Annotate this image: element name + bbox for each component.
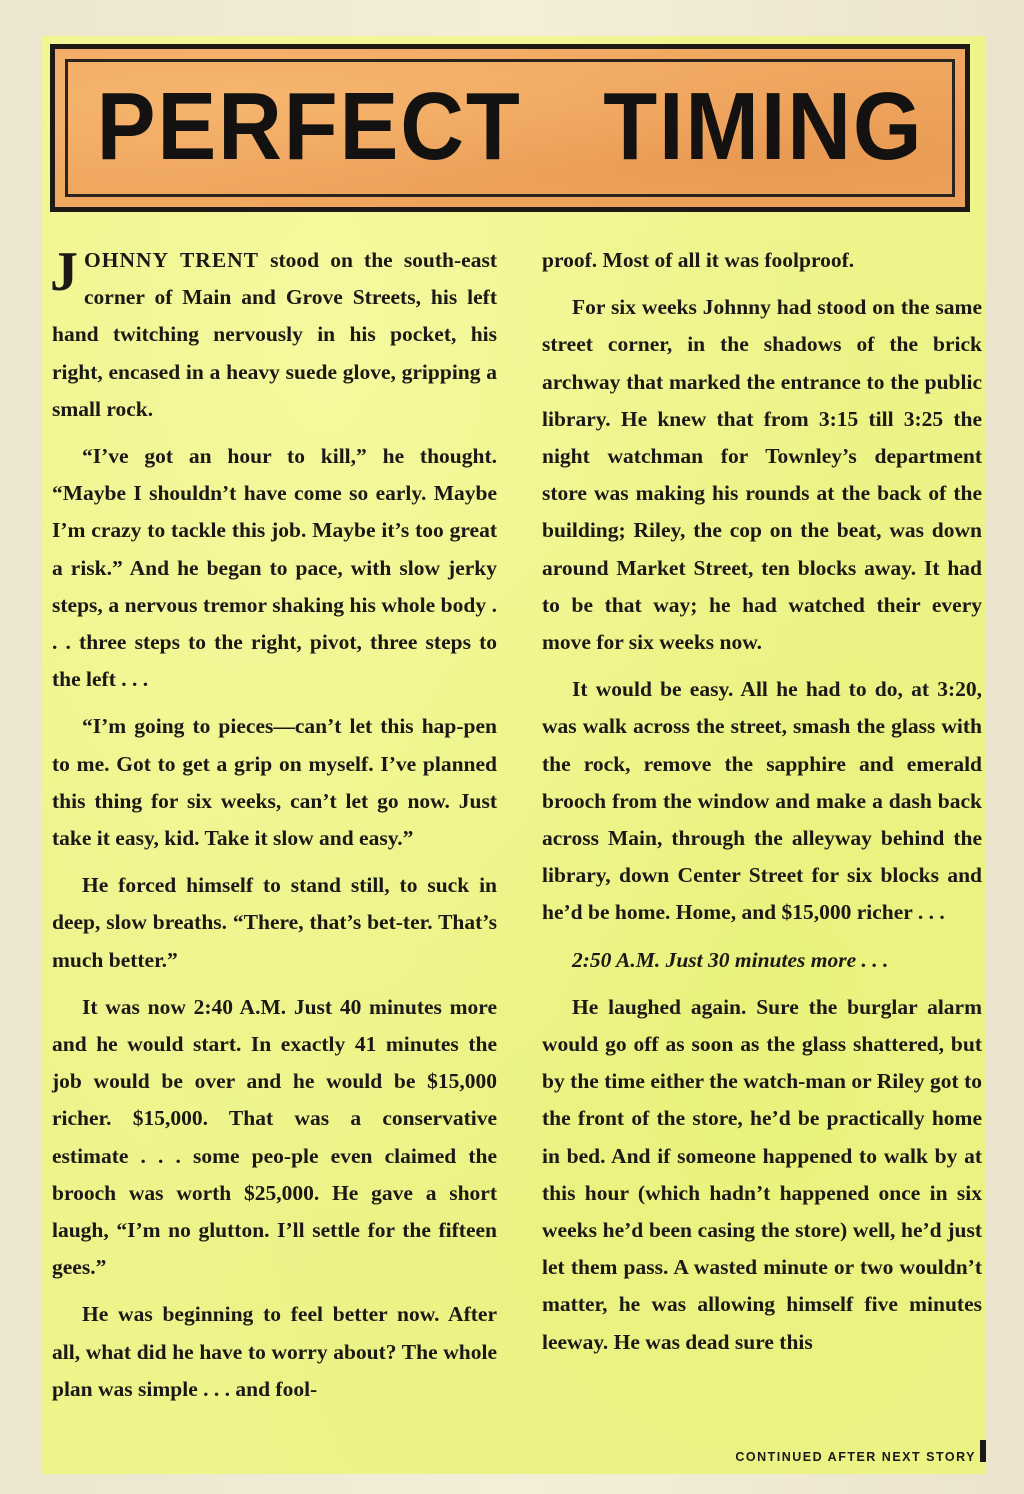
paragraph: “I’ve got an hour to kill,” he thought. “Maybe I shouldn’t have come so early. Maybe I’m crazy to tackle this job. Maybe it’s too great a risk.” And he began to pace, with slow jerky steps, a nervous tremor shaking his whole body . . . three steps to the right, pivot, three steps to the left . . . bbox=[52, 444, 497, 692]
paragraph: He was beginning to feel better now. After all, what did he have to worry about? The whole plan was simple . . . and fool- bbox=[52, 1302, 497, 1401]
paragraph: He laughed again. Sure the burglar alarm would go off as soon as the glass shattered, but by the time either the watch-man or Riley got to the front of the store, he’d be practically home in bed. And if someone happened to walk by at this hour (which hadn’t happened once in six weeks he’d been casing the store) well, he’d just let them pass. A wasted minute or two wouldn’t matter, he was allowing himself five minutes leeway. He was dead sure this bbox=[542, 994, 982, 1354]
paragraph: “I’m going to pieces—can’t let this hap-pen to me. Got to get a grip on myself. I’ve planned this thing for six weeks, can’t let go now. Just take it easy, kid. Take it slow and easy.” bbox=[52, 714, 497, 851]
continuation-line: proof. Most of all it was foolproof. bbox=[542, 248, 855, 272]
opening-text: stood on the south-east corner of Main and Grove Streets, his left hand twitching nervously in his pocket, his right, encased in a heavy suede glove, gripping a small rock. bbox=[52, 248, 497, 421]
story-title: PERFECT TIMING bbox=[96, 73, 924, 180]
paragraph: He forced himself to stand still, to suck in deep, slow breaths. “There, that’s bet-ter. That’s much better.” bbox=[52, 873, 497, 972]
time-line: 2:50 A.M. Just 30 minutes more . . . bbox=[572, 947, 889, 972]
paragraph: For six weeks Johnny had stood on the same street corner, in the shadows of the brick archway that marked the entrance to the public library. He knew that from 3:15 till 3:25 the night watchman for Townley’s department store was making his rounds at the back of the building; Riley, the cop on the beat, was down around Market Street, ten blocks away. It had to be that way; he had watched their every move for six weeks now. bbox=[542, 295, 982, 655]
end-mark bbox=[980, 1440, 986, 1462]
opening-name: OHNNY TRENT bbox=[84, 248, 260, 272]
left-column bbox=[52, 242, 497, 1418]
title-banner bbox=[50, 44, 970, 212]
paragraph: It was now 2:40 A.M. Just 40 minutes more and he would start. In exactly 41 minutes the job would be over and he would be $15,000 richer. $15,000. That was a conservative estimate . . . some peo-ple even claimed the brooch was worth $25,000. He gave a short laugh, “I’m no glutton. I’ll settle for the fifteen gees.” bbox=[52, 994, 497, 1280]
paragraph: It would be easy. All he had to do, at 3:20, was walk across the street, smash the glass with the rock, remove the sapphire and emerald brooch from the window and make a dash back across Main, through the alleyway behind the library, down Center Street for six blocks and he’d be home. Home, and $15,000 richer . . . bbox=[542, 677, 982, 925]
opening-paragraph bbox=[52, 242, 497, 428]
drop-cap: J bbox=[50, 241, 78, 303]
right-column bbox=[542, 242, 982, 1371]
continued-note: CONTINUED AFTER NEXT STORY bbox=[735, 1450, 976, 1464]
